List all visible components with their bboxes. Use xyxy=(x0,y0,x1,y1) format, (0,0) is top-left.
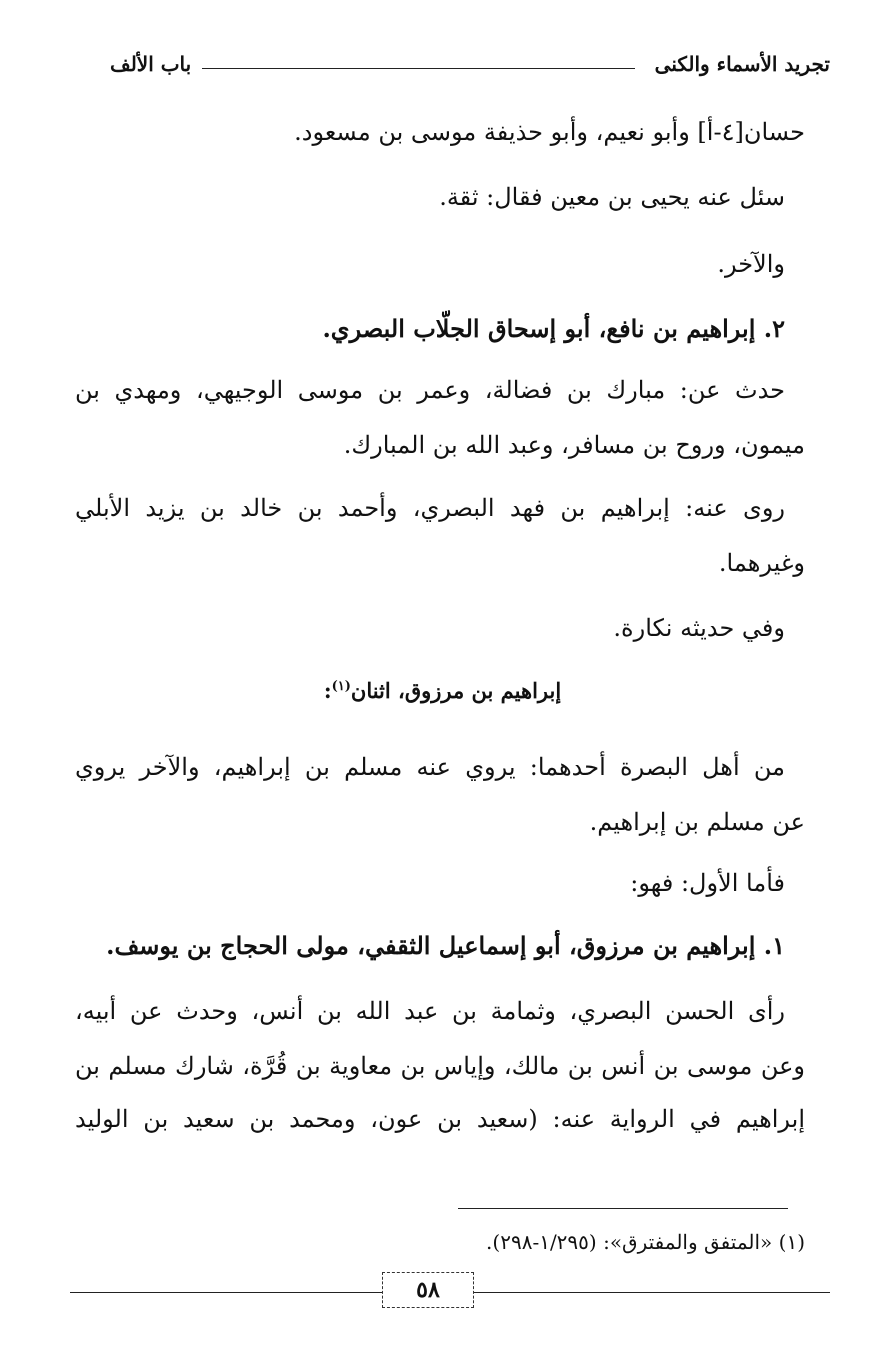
section-heading xyxy=(0,670,885,708)
text-line: سئل عنه يحيى بن معين فقال: ثقة. xyxy=(439,183,785,211)
footnote: (١) «المتفق والمفترق»: (١/٢٩٥-٢٩٨). xyxy=(486,1230,805,1254)
text-line: حسان[٤-أ] وأبو نعيم، وأبو حذيفة موسى بن مسعود. xyxy=(294,118,805,146)
entry-heading: ١. إبراهيم بن مرزوق، أبو إسماعيل الثقفي، مولى الحجاج بن يوسف. xyxy=(106,931,785,960)
text-line: ميمون، وروح بن مسافر، وعبد الله بن المبارك. xyxy=(343,431,805,459)
text-line: روى عنه: إبراهيم بن فهد البصري، وأحمد بن خالد بن يزيد الأبلي xyxy=(75,494,785,522)
book-title: تجريد الأسماء والكنى xyxy=(654,52,830,76)
text-line: إبراهيم في الرواية عنه: (سعيد بن عون، ومحمد بن سعيد بن الوليد xyxy=(75,1105,805,1133)
text-line: وعن موسى بن أنس بن مالك، وإياس بن معاوية بن قُرَّة، شارك مسلم بن xyxy=(75,1052,805,1080)
chapter-title: باب الألف xyxy=(110,52,192,76)
footnote-marker: (١) xyxy=(331,679,351,694)
text-line: وفي حديثه نكارة. xyxy=(613,614,785,642)
header-rule xyxy=(202,68,635,69)
text-line: فأما الأول: فهو: xyxy=(630,869,785,897)
text-line: عن مسلم بن إبراهيم. xyxy=(589,808,805,836)
text-line: والآخر. xyxy=(717,250,785,278)
running-header xyxy=(110,52,830,82)
text-line: وغيرهما. xyxy=(718,549,805,577)
footnote-rule xyxy=(458,1208,788,1209)
entry-heading: ٢. إبراهيم بن نافع، أبو إسحاق الجلّاب البصري. xyxy=(322,314,785,343)
section-heading-colon: : xyxy=(323,678,332,703)
text-line: حدث عن: مبارك بن فضالة، وعمر بن موسى الوجيهي، ومهدي بن xyxy=(75,376,785,404)
page-number: ٥٨ xyxy=(382,1272,474,1308)
text-line: رأى الحسن البصري، وثمامة بن عبد الله بن أنس، وحدث عن أبيه، xyxy=(75,997,785,1025)
section-heading-text: إبراهيم بن مرزوق، اثنان xyxy=(350,678,562,703)
text-line: من أهل البصرة أحدهما: يروي عنه مسلم بن إبراهيم، والآخر يروي xyxy=(75,753,785,781)
